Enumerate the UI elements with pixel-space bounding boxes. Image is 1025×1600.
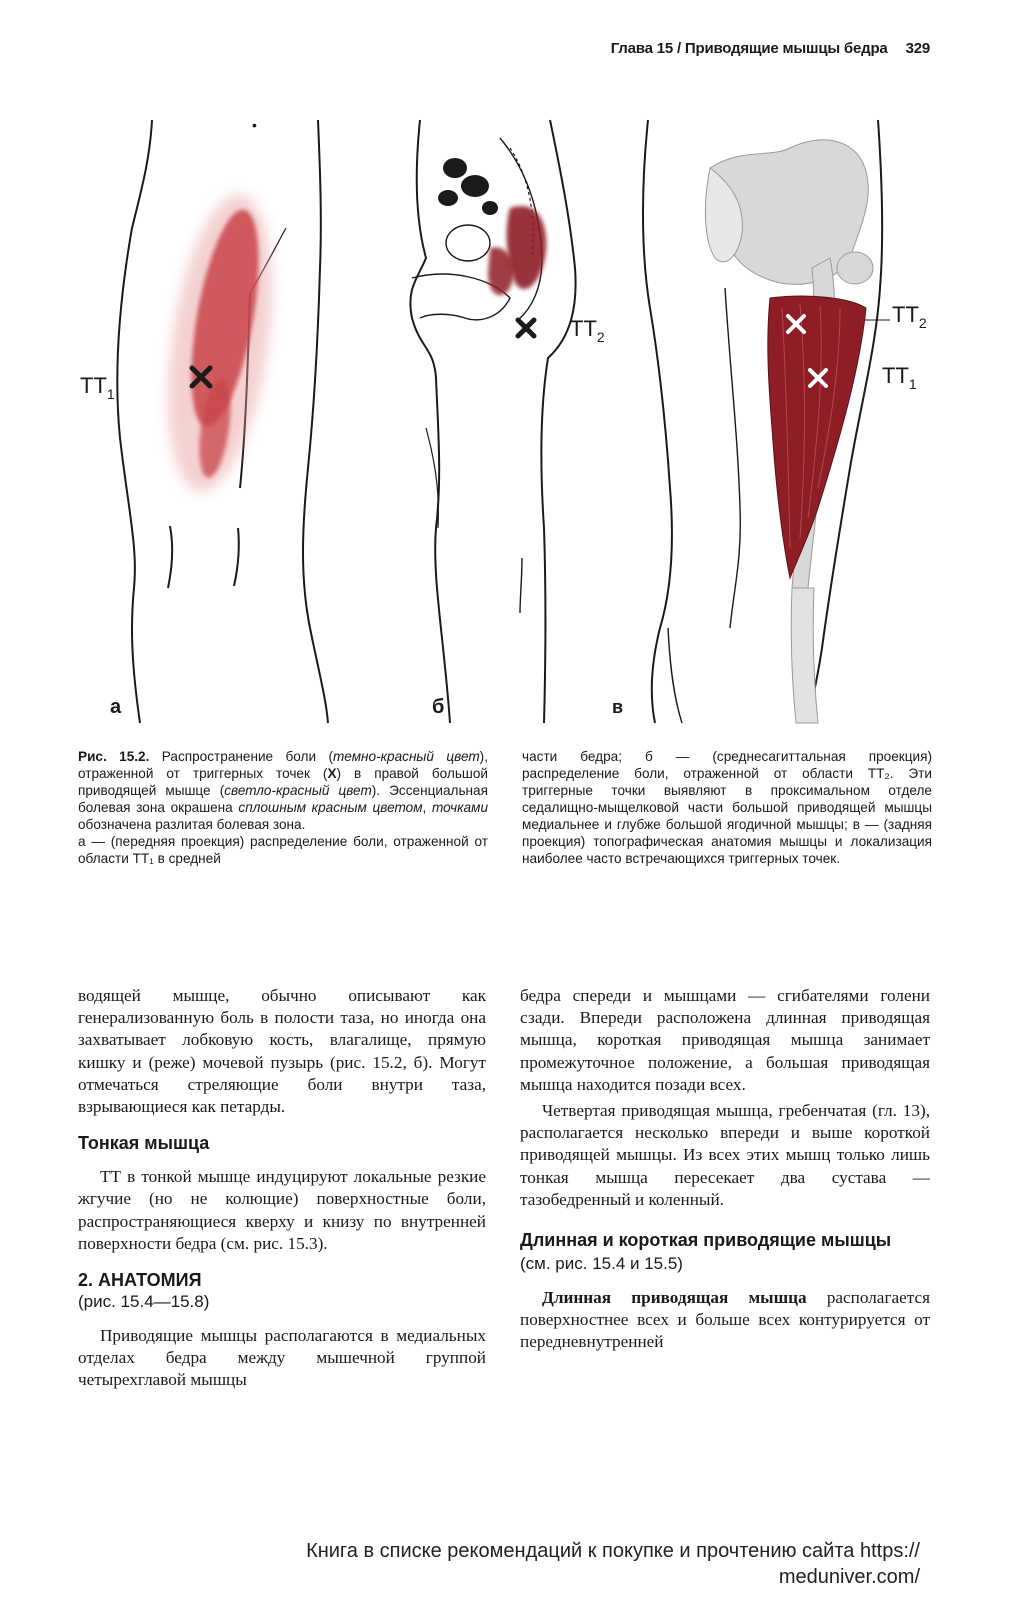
right-para-3 [520,1287,930,1354]
panel-a-outline-right [303,120,328,723]
running-head [611,40,930,57]
panel-c-tibia [791,588,818,723]
long-short-ref: (см. рис. 15.4 и 15.5) [520,1254,683,1274]
panel-a-knee-left [168,526,172,588]
figure-caption-left [78,748,488,867]
caption-text-4: ). Эссенциальная болевая зона окрашена [78,783,488,815]
figure-caption-right: части бедра; б — (среднесагиттальная проекция) распределение боли, отраженной от области ТТ₂. Эти триггерные точки выявляют в проксимальном отделе седалищно-мыщелковой части большой приводящей мышцы медиальнее и глубже большой ягодичной мышцы; в — (задняя проекция) топографическая анатомия мышцы и локализация наиболее часто встречающихся триггерных точек. [522,749,932,866]
tt2-main: ТТ [570,316,597,341]
panel-b-bowel-2 [461,175,489,197]
panel-b-bowel-1 [443,158,467,178]
panel-c-calf [668,628,682,723]
anatomy-ref: (рис. 15.4—15.8) [78,1292,210,1312]
panel-b-outline-front [410,120,450,723]
panel-c-medial [725,288,740,628]
c-tt1-sub: 1 [908,376,917,392]
panel-a-mark: • [252,117,257,133]
right-para-3-text: располагается поверхностнее всех и больше всех контурируется от передневнутренней [520,1288,931,1352]
tt1-main: ТТ [80,373,107,398]
caption-text-1: Распространение боли ( [161,749,333,764]
tt1-sub: 1 [106,386,115,402]
caption-text-5: , [422,800,432,815]
panel-b-trigger-x [518,320,534,336]
left-para-3: Приводящие мышцы располагаются в медиальных отделах бедра между мышечной группой четырехглавой мышцы [78,1326,486,1390]
panel-a-outline-left [117,120,152,723]
heading-long-short-adductors: Длинная и короткая приводящие мышцы [520,1230,892,1251]
heading-gracilis: Тонкая мышца [78,1133,210,1154]
adductor-longus-term: Длинная приводящая мышца [542,1288,807,1308]
caption-italic-3: сплошным красным цветом [238,800,423,815]
figure-15-2 [70,108,950,730]
panel-c-tt1-label [882,363,917,392]
figure-illustration [70,108,950,730]
panel-b-bowel-4 [482,201,498,215]
left-para-2: ТТ в тонкой мышце индуцируют локальные резкие жгучие (но не колющие) поверхностные боли, распространяющиеся кверху и книзу по внутренней поверхности бедра (см. рис. 15.3). [78,1167,486,1253]
panel-c-tt2-label [892,302,927,331]
caption-text-2: ), отраженной от триггерных точек ( [78,749,488,781]
page-number: 329 [905,40,930,57]
panel-b-bowel-3 [438,190,458,206]
panel-a-pain-zone [152,188,289,498]
caption-text-7: а — (передняя проекция) распределение боли, отраженной от области ТТ₁ в средней [78,834,488,866]
c-tt2-sub: 2 [918,315,927,331]
caption-text-6: обозначена разлитая болевая зона. [78,817,306,832]
right-para-2: Четвертая приводящая мышца, гребенчатая (гл. 13), располагается несколько впереди и выше короткой приводящей мышцы. Из всех этих мышц только лишь тонкая мышца пересекает два сустава — тазобедренный и коленный. [520,1101,930,1209]
watermark-link[interactable]: Книга в списке рекомендаций к покупке и прочтению сайта https:// meduniver.com/ [306,1540,920,1588]
panel-c-letter: в [612,697,624,717]
panel-b-knee-line [520,558,522,613]
right-column [520,985,930,1354]
panel-b-tt2-label [570,316,605,345]
caption-italic-4: точками [431,800,488,815]
heading-anatomy: 2. АНАТОМИЯ [78,1270,202,1291]
caption-italic-2: светло-красный цвет [224,783,372,798]
c-tt2-main: ТТ [892,302,919,327]
figure-label: Рис. 15.2. [78,749,150,764]
left-column [78,985,486,1392]
caption-text-3: ) в правой большой приводящей мышце ( [78,766,488,798]
left-para-1: водящей мышце, обычно описывают как генерализованную боль в полости таза, но иногда она захватывает лобковую кость, влагалище, прямую кишку и (реже) мочевой пузырь (рис. 15.2, б). Могут отмечаться стреляющие боли внутри таза, взрывающиеся как петарды. [78,986,486,1117]
panel-b-outline-back [541,120,575,723]
c-tt1-main: ТТ [882,363,909,388]
running-title: Глава 15 / Приводящие мышцы бедра [610,40,888,57]
panel-a-knee-right [234,528,239,586]
caption-x-mark: X [327,766,337,781]
caption-italic-1: темно-красный цвет [332,749,480,764]
panel-b-bladder [446,225,490,261]
panel-a-letter: а [110,696,122,718]
panel-a-tt1-label [80,373,115,402]
tt2-sub: 2 [596,329,605,345]
panel-b-letter: б [432,696,445,718]
right-para-1: бедра спереди и мышцами — сгибателями голени сзади. Впереди расположена длинная приводящая мышца, короткая приводящая мышца занимает промежуточное положение, а большая приводящая мышца находится позади всех. [520,986,930,1094]
panel-c-femoral-head [837,252,873,284]
